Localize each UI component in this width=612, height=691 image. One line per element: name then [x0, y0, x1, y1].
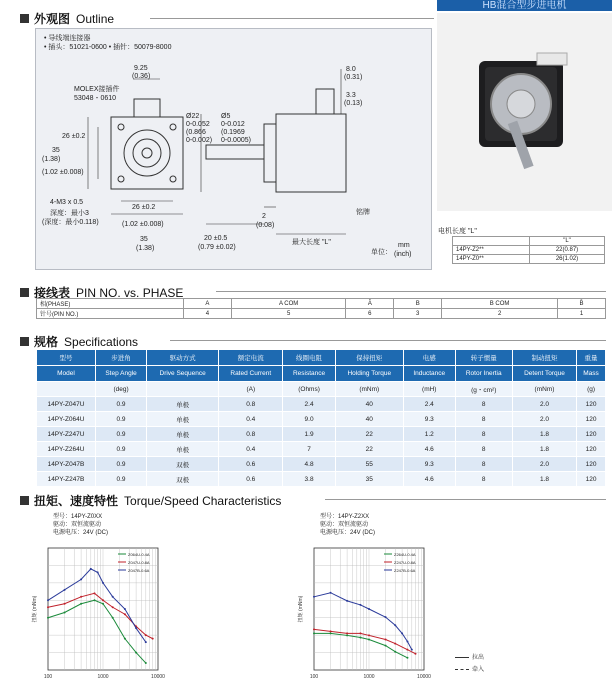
spec-cell: 0.9 — [95, 397, 146, 412]
molex-part: 53048・0610 — [74, 95, 117, 102]
spec-cell: 8 — [455, 427, 512, 442]
boss-circle — [133, 139, 161, 167]
legend-label: Z047U-0.8A — [128, 560, 150, 565]
legend-dashed-item — [455, 664, 484, 673]
unit-label: 单位： — [371, 249, 392, 256]
data-point — [102, 582, 104, 584]
spec-cell: 2.4 — [403, 397, 455, 412]
dim-8-0: 8.0 — [346, 66, 356, 73]
data-point — [359, 604, 361, 606]
right-info-line: 电源电压：24V (DC) — [320, 530, 376, 536]
spec-header-cell: Model — [37, 366, 96, 382]
spec-cell: 8 — [455, 397, 512, 412]
spec-cell: 0.9 — [95, 412, 146, 427]
spec-cell: 4.8 — [283, 457, 335, 472]
x-tick-label: 100 — [43, 674, 53, 680]
dim-3-3-inch: (0.13) — [344, 100, 363, 107]
dim-20-inch: (0.79 ±0.02) — [198, 244, 236, 251]
data-point — [102, 599, 104, 601]
data-point — [313, 596, 315, 598]
spec-cell: 4.6 — [403, 442, 455, 457]
spec-cell: 0.9 — [95, 442, 146, 457]
spec-title-en: Specifications — [64, 334, 139, 349]
dim-phi5-tol-inch: 0-0.0005) — [221, 137, 251, 144]
legend-label: Z247B-0.6A — [394, 568, 416, 573]
shaft-circle — [142, 148, 152, 158]
spec-cell: 单极 — [147, 427, 219, 442]
spec-unit-cell: (mNm) — [335, 382, 403, 397]
pin-title-cn: 接线表 — [34, 286, 71, 300]
pin-cell: 3 — [394, 309, 442, 319]
data-point — [313, 632, 315, 634]
spec-cell: 0.9 — [95, 457, 146, 472]
connector-line: • 插头：51021-0600 • 插针：50079-8000 — [44, 44, 172, 51]
spec-header-cell: 转子惯量 — [455, 350, 512, 366]
flange-circle — [124, 130, 170, 176]
spec-row — [37, 397, 606, 412]
dim-2-inch: (0.08) — [256, 222, 275, 229]
data-point — [90, 568, 92, 570]
pin-rule — [216, 291, 606, 292]
dim-phi22-tol-inch: 0-0.002) — [186, 137, 213, 144]
y-axis-label: 扭矩 (mNm) — [32, 595, 38, 623]
spec-cell: 7 — [283, 442, 335, 457]
right-chart-info — [320, 513, 375, 537]
spec-cell: 2.0 — [512, 412, 576, 427]
spec-cell: 1.8 — [512, 442, 576, 457]
pin-cell: B COM — [442, 299, 558, 309]
spec-cell: 0.9 — [95, 427, 146, 442]
data-point — [145, 641, 147, 643]
data-point — [124, 608, 126, 610]
dim-phi5-tol: 0-0.012 — [221, 121, 245, 128]
dim-phi5: Ø5 — [221, 113, 231, 120]
spec-cell: 8 — [455, 472, 512, 487]
left-chart-info — [53, 513, 108, 537]
y-axis-label: 扭矩 (mNm) — [298, 595, 304, 623]
spec-row — [37, 472, 606, 487]
nameplate-label: 铭牌 — [356, 209, 370, 216]
spec-header-cell: 重量 — [577, 350, 606, 366]
spec-unit-cell: (mH) — [403, 382, 455, 397]
spec-cell: 120 — [577, 457, 606, 472]
data-point — [80, 603, 82, 605]
data-point — [385, 616, 387, 618]
spec-header-cell: 型号 — [37, 350, 96, 366]
length-cell: 26(1.02) — [530, 255, 605, 264]
x-tick-label: 10000 — [151, 674, 165, 680]
side-flange — [264, 124, 276, 182]
length-header-cell — [453, 237, 530, 246]
dim-26-v-inch: (1.02 ±0.008) — [42, 169, 84, 176]
data-point — [330, 632, 332, 634]
data-point — [330, 592, 332, 594]
pin-cell: 相(PHASE) — [37, 299, 184, 309]
data-point — [145, 634, 147, 636]
shaft-side — [206, 145, 264, 159]
molex-label: MOLEX接插件 — [74, 86, 120, 93]
spec-unit-cell: (g) — [577, 382, 606, 397]
spec-cell: 14PY-Z064U — [37, 412, 96, 427]
data-point — [313, 628, 315, 630]
data-point — [346, 600, 348, 602]
mount-hole-tr — [170, 124, 176, 130]
legend-label: Z064U-0.4A — [128, 552, 150, 557]
spec-header-cell: 额定电流 — [219, 350, 283, 366]
spec-header-cell: Detent Torque — [512, 366, 576, 382]
spec-header-cell: Drive Sequence — [147, 366, 219, 382]
data-point — [135, 652, 137, 654]
torque-title-cn: 扭矩、速度特性 — [34, 494, 119, 508]
data-point — [47, 617, 49, 619]
length-cell: 14PY-Z2** — [453, 246, 530, 255]
legend-dashed-label: 牵入 — [472, 667, 485, 673]
length-cell: 14PY-Z0** — [453, 255, 530, 264]
data-point — [346, 634, 348, 636]
length-table — [452, 236, 605, 264]
pin-cell: 2 — [442, 309, 558, 319]
pin-cell: 6 — [346, 309, 394, 319]
dim-8-0-inch: (0.31) — [344, 74, 363, 81]
spec-header-cell: 制动扭矩 — [512, 350, 576, 366]
torque-section-title — [20, 492, 281, 509]
spec-cell: 8 — [455, 442, 512, 457]
torque-chart-z0 — [30, 540, 170, 688]
data-point — [406, 641, 408, 643]
spec-unit-cell — [37, 382, 96, 397]
unit-inch: (inch) — [394, 251, 412, 258]
data-point — [80, 596, 82, 598]
spec-cell: 9.0 — [283, 412, 335, 427]
spec-title-cn: 规格 — [34, 335, 59, 349]
dim-phi22: Ø22 — [186, 113, 200, 120]
spec-cell: 1.8 — [512, 427, 576, 442]
spec-header-cell: 步进角 — [95, 350, 146, 366]
mount-hole-br — [170, 176, 176, 182]
chart-legend-box — [455, 652, 484, 673]
spec-header-cell: Step Angle — [95, 366, 146, 382]
spec-cell: 40 — [335, 397, 403, 412]
spec-cell: 单极 — [147, 442, 219, 457]
dim-phi22-tol: 0-0.052 — [186, 121, 210, 128]
pin-cell: 5 — [231, 309, 346, 319]
data-point — [368, 608, 370, 610]
data-point — [406, 649, 408, 651]
spec-cell: 14PY-Z247B — [37, 472, 96, 487]
spec-header-cn — [37, 350, 606, 366]
data-point — [394, 651, 396, 653]
spec-cell: 14PY-Z264U — [37, 442, 96, 457]
dim-phi22-inch: (0.866 — [186, 129, 206, 136]
data-point — [368, 634, 370, 636]
torque-title-en: Torque/Speed Characteristics — [124, 493, 282, 508]
spec-cell: 40 — [335, 412, 403, 427]
data-point — [359, 632, 361, 634]
left-info-line: 电源电压：24V (DC) — [53, 530, 109, 536]
data-point — [64, 603, 66, 605]
data-point — [135, 627, 137, 629]
spec-cell: 120 — [577, 442, 606, 457]
dim-26-v: 26 ±0.2 — [62, 133, 86, 140]
spec-cell: 2.0 — [512, 397, 576, 412]
section-marker-icon — [20, 337, 29, 346]
right-info-line: 型号：14PY-Z2XX — [320, 514, 370, 520]
spec-cell: 14PY-Z047U — [37, 397, 96, 412]
pin-cell: 1 — [558, 309, 606, 319]
pin-cell: A — [184, 299, 232, 309]
outline-rule — [150, 18, 434, 19]
connector-outline — [134, 99, 160, 117]
dim-35-v-inch: (1.38) — [42, 156, 61, 163]
spec-cell: 14PY-Z247U — [37, 427, 96, 442]
spec-cell: 1.2 — [403, 427, 455, 442]
spec-cell: 0.6 — [219, 457, 283, 472]
outline-drawing — [36, 29, 431, 269]
spec-cell: 单极 — [147, 412, 219, 427]
dim-9-25: 9.25 — [134, 65, 148, 72]
data-point — [102, 603, 104, 605]
data-point — [80, 578, 82, 580]
data-point — [401, 632, 403, 634]
length-table-row — [453, 255, 605, 264]
x-tick-label: 1000 — [97, 674, 109, 680]
data-point — [93, 592, 95, 594]
data-point — [112, 606, 114, 608]
spec-cell: 0.4 — [219, 412, 283, 427]
right-info-line: 驱动：双恒流驱动 — [320, 522, 369, 528]
spec-cell: 双极 — [147, 457, 219, 472]
screw-depth-inch: (深度：最小0.118) — [42, 219, 99, 226]
spec-header-cell: Holding Torque — [335, 366, 403, 382]
data-point — [145, 662, 147, 664]
mount-hole-bl — [118, 176, 124, 182]
data-point — [414, 653, 416, 655]
spec-cell: 9.3 — [403, 412, 455, 427]
spec-rule — [170, 340, 606, 341]
dim-2: 2 — [262, 213, 266, 220]
data-point — [47, 599, 49, 601]
data-point — [330, 630, 332, 632]
data-point — [394, 624, 396, 626]
spec-cell: 35 — [335, 472, 403, 487]
length-table-title: 电机长度 "L" — [438, 228, 477, 235]
dim-26-h-inch: (1.02 ±0.008) — [122, 221, 164, 228]
motor-side-outline — [276, 114, 346, 192]
spec-table — [36, 349, 606, 487]
torque-chart-z2 — [296, 540, 436, 688]
spec-cell: 1.8 — [512, 472, 576, 487]
pin-row-number — [37, 309, 606, 319]
length-header-cell: "L" — [530, 237, 605, 246]
spec-unit-cell: (mNm) — [512, 382, 576, 397]
x-tick-label: 10000 — [417, 674, 431, 680]
dim-9-25-inch: (0.36) — [132, 73, 151, 80]
data-point — [93, 599, 95, 601]
spec-cell: 0.4 — [219, 442, 283, 457]
dim-35-v: 35 — [52, 147, 60, 154]
data-point — [385, 645, 387, 647]
spec-cell: 4.6 — [403, 472, 455, 487]
spec-header-cell: 电感 — [403, 350, 455, 366]
data-point — [124, 613, 126, 615]
product-photo — [437, 13, 612, 211]
screw-spec: 4-M3 x 0.5 — [50, 199, 84, 206]
data-point — [359, 636, 361, 638]
legend-solid-item — [455, 652, 484, 661]
legend-label: Z264U-0.4A — [394, 552, 416, 557]
max-length-label: 最大长度 "L" — [292, 239, 331, 246]
screw-depth: 深度：最小3 — [50, 210, 89, 217]
pin-row-phase — [37, 299, 606, 309]
spec-header-cell: 线圈电阻 — [283, 350, 335, 366]
pin-cell: Ā — [346, 299, 394, 309]
legend-label: Z247U-0.8A — [394, 560, 416, 565]
spec-header-cell: Inductance — [403, 366, 455, 382]
spec-header-en — [37, 366, 606, 382]
motor-photo-graphic — [437, 13, 612, 211]
left-info-line: 驱动：双恒流驱动 — [53, 522, 102, 528]
data-point — [394, 643, 396, 645]
spec-row — [37, 412, 606, 427]
legend-solid-label: 拉出 — [472, 655, 485, 661]
spec-cell: 0.8 — [219, 427, 283, 442]
spec-unit-cell — [147, 382, 219, 397]
length-cell: 22(0.87) — [530, 246, 605, 255]
dim-26-h: 26 ±0.2 — [132, 204, 156, 211]
dim-3-3: 3.3 — [346, 92, 356, 99]
spec-unit-cell: (A) — [219, 382, 283, 397]
x-tick-label: 100 — [309, 674, 319, 680]
spec-cell: 14PY-Z047B — [37, 457, 96, 472]
spec-cell: 22 — [335, 427, 403, 442]
pin-cell: A COM — [231, 299, 346, 309]
dim-phi5-inch: (0.1969 — [221, 129, 245, 136]
spec-cell: 9.3 — [403, 457, 455, 472]
data-point — [346, 632, 348, 634]
x-tick-label: 1000 — [363, 674, 375, 680]
pin-cell: 针号(PIN NO.) — [37, 309, 184, 319]
spec-unit-cell: (g・cm²) — [455, 382, 512, 397]
spec-cell: 单极 — [147, 397, 219, 412]
length-table-row — [453, 246, 605, 255]
outline-section-title — [20, 10, 114, 27]
dim-35-h-inch: (1.38) — [136, 245, 155, 252]
pin-cell: B — [394, 299, 442, 309]
torque-rule — [325, 499, 606, 500]
spec-cell: 1.9 — [283, 427, 335, 442]
data-point — [64, 589, 66, 591]
data-point — [64, 611, 66, 613]
legend-label: Z047B-0.6A — [128, 568, 150, 573]
spec-cell: 120 — [577, 472, 606, 487]
spec-cell: 0.8 — [219, 397, 283, 412]
section-marker-icon — [20, 14, 29, 23]
product-banner: HB混合型步进电机 — [437, 0, 612, 11]
side-connector — [316, 89, 334, 114]
data-point — [112, 596, 114, 598]
data-point — [112, 617, 114, 619]
section-marker-icon — [20, 496, 29, 505]
spec-cell: 120 — [577, 427, 606, 442]
spec-header-cell: 驱动方式 — [147, 350, 219, 366]
dim-20: 20 ±0.5 — [204, 235, 228, 242]
pin-cell: B̄ — [558, 299, 606, 309]
spec-cell: 双极 — [147, 472, 219, 487]
data-point — [385, 639, 387, 641]
spec-cell: 120 — [577, 397, 606, 412]
data-point — [411, 649, 413, 651]
spec-row — [37, 427, 606, 442]
dim-35-h: 35 — [140, 236, 148, 243]
spec-header-cell: Rotor Inertia — [455, 366, 512, 382]
spec-cell: 8 — [455, 412, 512, 427]
pin-table — [36, 298, 606, 319]
outline-title-cn: 外观图 — [34, 12, 71, 26]
spec-cell: 0.6 — [219, 472, 283, 487]
data-point — [97, 571, 99, 573]
data-point — [368, 639, 370, 641]
connector-title: • 导线端连接器 — [44, 35, 91, 42]
spec-header-cell: 保持扭矩 — [335, 350, 403, 366]
mount-hole-tl — [118, 124, 124, 130]
spec-cell: 0.9 — [95, 472, 146, 487]
spec-row — [37, 442, 606, 457]
spec-cell: 2.0 — [512, 457, 576, 472]
data-point — [406, 657, 408, 659]
data-point — [47, 606, 49, 608]
pin-cell: 4 — [184, 309, 232, 319]
spec-header-cell: Resistance — [283, 366, 335, 382]
left-info-line: 型号：14PY-Z0XX — [53, 514, 103, 520]
data-point — [124, 638, 126, 640]
spec-units-row — [37, 382, 606, 397]
spec-cell: 8 — [455, 457, 512, 472]
length-table-header — [453, 237, 605, 246]
data-point — [152, 638, 154, 640]
spec-unit-cell: (deg) — [95, 382, 146, 397]
motor-front-outline — [111, 117, 183, 189]
spec-header-cell: Rated Current — [219, 366, 283, 382]
unit-mm: mm — [398, 242, 410, 249]
spec-section-title — [20, 333, 138, 350]
spec-cell: 22 — [335, 442, 403, 457]
section-marker-icon — [20, 288, 29, 297]
spec-unit-cell: (Ohms) — [283, 382, 335, 397]
spec-cell: 120 — [577, 412, 606, 427]
outline-title-en: Outline — [76, 11, 115, 26]
outline-drawing-panel — [35, 28, 432, 270]
spec-cell: 2.4 — [283, 397, 335, 412]
spec-row — [37, 457, 606, 472]
spec-cell: 55 — [335, 457, 403, 472]
pin-title-en: PIN NO. vs. PHASE — [76, 285, 184, 300]
spec-cell: 3.8 — [283, 472, 335, 487]
spec-header-cell: Mass — [577, 366, 606, 382]
